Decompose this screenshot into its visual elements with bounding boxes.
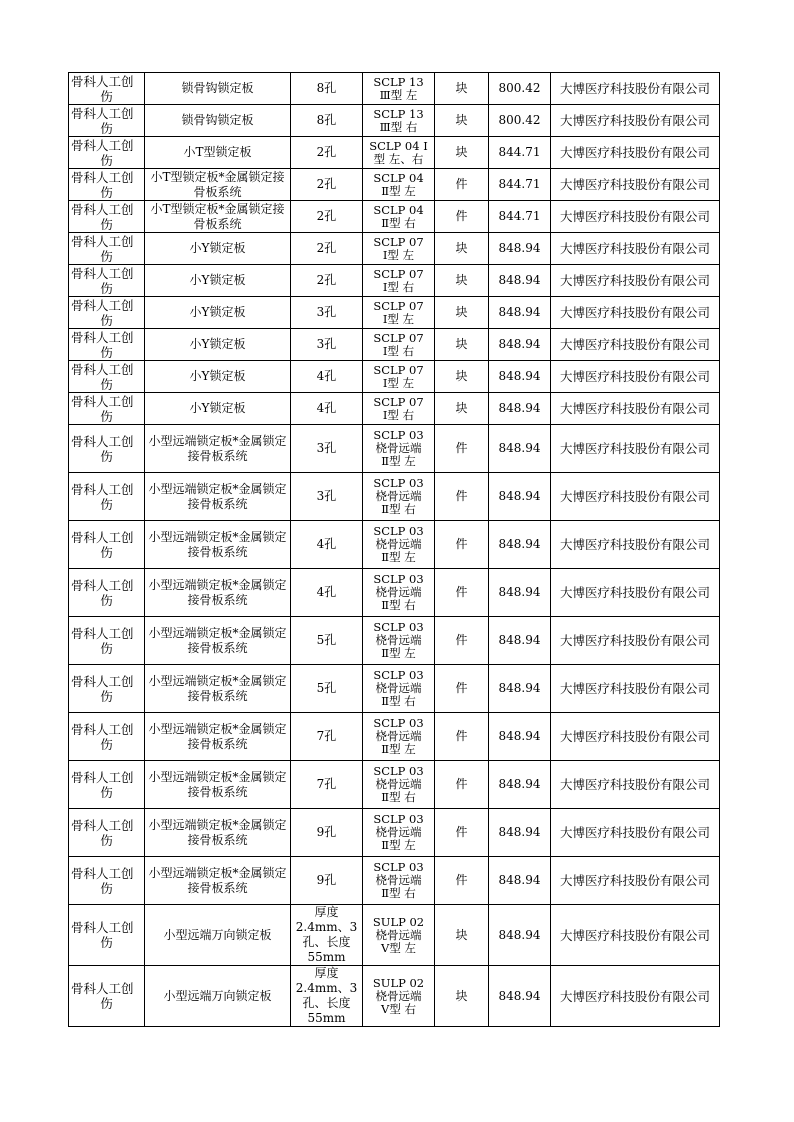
table-row	[69, 105, 720, 137]
table-row	[69, 201, 720, 233]
unit-cell: 块	[435, 966, 489, 1027]
cell-line: SCLP 04	[373, 170, 424, 185]
spec-cell: 2孔	[291, 137, 363, 169]
unit-cell: 块	[435, 361, 489, 393]
cell-line: 伤	[100, 640, 113, 656]
table-row	[69, 329, 720, 361]
spec-cell: 5孔	[291, 665, 363, 713]
price-cell: 848.94	[489, 297, 551, 329]
product-name-cell: 锁骨钩锁定板	[145, 73, 291, 105]
cell-line: Ⅴ型 左	[381, 940, 416, 955]
unit-cell: 块	[435, 905, 489, 966]
cell-line: SCLP 04	[373, 202, 424, 217]
cell-line: 伤	[100, 935, 113, 950]
product-name-cell: 小Y锁定板	[145, 361, 291, 393]
table-row	[69, 521, 720, 569]
unit-cell: 件	[435, 521, 489, 569]
cell-line: SCLP 13	[373, 106, 424, 121]
model-cell	[363, 361, 435, 393]
cell-line: 桡骨远端	[375, 729, 422, 743]
price-cell: 848.94	[489, 393, 551, 425]
cell-line: SCLP 07	[373, 298, 424, 313]
product-price-table	[68, 72, 720, 1027]
model-cell	[363, 329, 435, 361]
cell-line: 骨科人工创	[71, 297, 134, 313]
company-cell: 大博医疗科技股份有限公司	[551, 393, 720, 425]
cell-line: 桡骨远端	[375, 825, 422, 839]
cell-line: 桡骨远端	[375, 633, 422, 647]
table-row	[69, 169, 720, 201]
cell-line: 伤	[100, 152, 113, 168]
cell-line: SCLP 07	[373, 394, 424, 409]
cell-line: Ⅱ型 右	[381, 598, 416, 612]
price-cell: 844.71	[489, 201, 551, 233]
cell-line: SCLP 03	[373, 428, 424, 442]
product-name-cell: 小T型锁定板*金属锁定接骨板系统	[145, 201, 291, 233]
product-name-cell: 小型远端锁定板*金属锁定接骨板系统	[145, 569, 291, 617]
spec-cell: 8孔	[291, 73, 363, 105]
table-row	[69, 361, 720, 393]
cell-line: Ⅰ型 左	[382, 375, 415, 390]
cell-line: SCLP 13	[373, 74, 424, 89]
spec-cell: 3孔	[291, 297, 363, 329]
table-row	[69, 233, 720, 265]
unit-cell: 件	[435, 201, 489, 233]
spec-cell: 9孔	[291, 857, 363, 905]
category-cell	[69, 297, 145, 329]
cell-line: SCLP 03	[373, 716, 424, 730]
model-cell	[363, 73, 435, 105]
unit-cell: 件	[435, 665, 489, 713]
table-row	[69, 393, 720, 425]
price-cell: 848.94	[489, 361, 551, 393]
cell-line: 骨科人工创	[71, 865, 134, 881]
unit-cell: 件	[435, 473, 489, 521]
product-name-cell: 小T型锁定板*金属锁定接骨板系统	[145, 169, 291, 201]
cell-line: 骨科人工创	[71, 169, 134, 185]
cell-line: 桡骨远端	[375, 873, 422, 887]
table-row	[69, 713, 720, 761]
price-cell: 848.94	[489, 665, 551, 713]
company-cell: 大博医疗科技股份有限公司	[551, 169, 720, 201]
spec-cell: 4孔	[291, 361, 363, 393]
cell-line: 伤	[100, 996, 113, 1011]
model-cell	[363, 713, 435, 761]
spec-cell: 4孔	[291, 393, 363, 425]
category-cell	[69, 425, 145, 473]
cell-line: 骨科人工创	[71, 233, 134, 249]
product-name-cell: 小型远端锁定板*金属锁定接骨板系统	[145, 473, 291, 521]
category-cell	[69, 473, 145, 521]
product-name-cell: 小型远端锁定板*金属锁定接骨板系统	[145, 713, 291, 761]
cell-line: 伤	[100, 544, 113, 560]
price-cell: 848.94	[489, 569, 551, 617]
category-cell	[69, 73, 145, 105]
cell-line: SCLP 03	[373, 764, 424, 778]
spec-cell: 9孔	[291, 809, 363, 857]
cell-line: SCLP 03	[373, 524, 424, 538]
product-name-cell: 小型远端锁定板*金属锁定接骨板系统	[145, 521, 291, 569]
cell-line: Ⅱ型 左	[381, 838, 416, 852]
company-cell: 大博医疗科技股份有限公司	[551, 233, 720, 265]
cell-line: 骨科人工创	[71, 433, 134, 449]
company-cell: 大博医疗科技股份有限公司	[551, 569, 720, 617]
company-cell: 大博医疗科技股份有限公司	[551, 809, 720, 857]
company-cell: 大博医疗科技股份有限公司	[551, 665, 720, 713]
price-cell: 848.94	[489, 473, 551, 521]
company-cell: 大博医疗科技股份有限公司	[551, 137, 720, 169]
model-cell	[363, 233, 435, 265]
category-cell	[69, 393, 145, 425]
cell-line: 桡骨远端	[375, 585, 422, 599]
table-row	[69, 966, 720, 1027]
product-name-cell: 小型远端锁定板*金属锁定接骨板系统	[145, 857, 291, 905]
cell-line: Ⅰ型 左	[382, 311, 415, 326]
unit-cell: 件	[435, 713, 489, 761]
category-cell	[69, 966, 145, 1027]
product-name-cell: 小Y锁定板	[145, 265, 291, 297]
table-row	[69, 73, 720, 105]
cell-line: SCLP 07	[373, 266, 424, 281]
table-body	[69, 73, 720, 1027]
spec-cell: 8孔	[291, 105, 363, 137]
category-cell	[69, 905, 145, 966]
price-cell: 848.94	[489, 809, 551, 857]
cell-line: 伤	[100, 496, 113, 512]
cell-line: 伤	[100, 248, 113, 264]
unit-cell: 块	[435, 265, 489, 297]
price-cell: 848.94	[489, 265, 551, 297]
company-cell: 大博医疗科技股份有限公司	[551, 857, 720, 905]
category-cell	[69, 265, 145, 297]
cell-line: SCLP 07	[373, 330, 424, 345]
spec-cell: 厚度2.4mm、3孔、长度55mm	[291, 966, 363, 1027]
cell-line: 骨科人工创	[71, 920, 134, 935]
table-row	[69, 761, 720, 809]
model-cell	[363, 201, 435, 233]
model-cell	[363, 265, 435, 297]
unit-cell: 块	[435, 393, 489, 425]
product-name-cell: 小T型锁定板	[145, 137, 291, 169]
model-cell	[363, 137, 435, 169]
unit-cell: 件	[435, 569, 489, 617]
unit-cell: 件	[435, 617, 489, 665]
table-row	[69, 473, 720, 521]
spec-cell: 2孔	[291, 169, 363, 201]
cell-line: 伤	[100, 688, 113, 704]
cell-line: 伤	[100, 448, 113, 464]
price-cell: 848.94	[489, 425, 551, 473]
company-cell: 大博医疗科技股份有限公司	[551, 713, 720, 761]
cell-line: 型 左、右	[373, 151, 424, 166]
cell-line: Ⅱ型 左	[381, 742, 416, 756]
table-row	[69, 809, 720, 857]
cell-line: Ⅰ型 右	[382, 279, 415, 294]
spec-cell: 4孔	[291, 569, 363, 617]
product-name-cell: 小型远端锁定板*金属锁定接骨板系统	[145, 665, 291, 713]
company-cell: 大博医疗科技股份有限公司	[551, 265, 720, 297]
price-cell: 848.94	[489, 857, 551, 905]
product-name-cell: 小型远端万向锁定板	[145, 905, 291, 966]
model-cell	[363, 473, 435, 521]
cell-line: 骨科人工创	[71, 769, 134, 785]
company-cell: 大博医疗科技股份有限公司	[551, 201, 720, 233]
price-cell: 848.94	[489, 233, 551, 265]
spec-cell: 7孔	[291, 761, 363, 809]
cell-line: SCLP 07	[373, 234, 424, 249]
cell-line: 骨科人工创	[71, 201, 134, 217]
cell-line: SCLP 03	[373, 812, 424, 826]
cell-line: SCLP 03	[373, 860, 424, 874]
cell-line: Ⅴ型 右	[381, 1001, 416, 1016]
price-cell: 844.71	[489, 137, 551, 169]
spec-cell: 2孔	[291, 233, 363, 265]
company-cell: 大博医疗科技股份有限公司	[551, 425, 720, 473]
cell-line: Ⅱ型 右	[381, 886, 416, 900]
cell-line: 桡骨远端	[375, 681, 422, 695]
spec-cell: 3孔	[291, 425, 363, 473]
cell-line: 伤	[100, 344, 113, 360]
category-cell	[69, 137, 145, 169]
model-cell	[363, 425, 435, 473]
unit-cell: 块	[435, 105, 489, 137]
cell-line: 骨科人工创	[71, 329, 134, 345]
spec-cell: 5孔	[291, 617, 363, 665]
unit-cell: 块	[435, 329, 489, 361]
cell-line: 伤	[100, 736, 113, 752]
company-cell: 大博医疗科技股份有限公司	[551, 761, 720, 809]
model-cell	[363, 966, 435, 1027]
category-cell	[69, 809, 145, 857]
cell-line: 伤	[100, 784, 113, 800]
model-cell	[363, 169, 435, 201]
cell-line: Ⅰ型 右	[382, 407, 415, 422]
cell-line: 桡骨远端	[375, 537, 422, 551]
price-cell: 844.71	[489, 169, 551, 201]
company-cell: 大博医疗科技股份有限公司	[551, 105, 720, 137]
cell-line: 桡骨远端	[375, 988, 422, 1003]
model-cell	[363, 857, 435, 905]
company-cell: 大博医疗科技股份有限公司	[551, 617, 720, 665]
spec-cell: 2孔	[291, 265, 363, 297]
price-cell: 848.94	[489, 966, 551, 1027]
table-row	[69, 569, 720, 617]
product-name-cell: 小型远端万向锁定板	[145, 966, 291, 1027]
cell-line: SCLP 03	[373, 620, 424, 634]
table-row	[69, 297, 720, 329]
cell-line: 骨科人工创	[71, 817, 134, 833]
price-cell: 848.94	[489, 761, 551, 809]
unit-cell: 件	[435, 425, 489, 473]
company-cell: 大博医疗科技股份有限公司	[551, 361, 720, 393]
model-cell	[363, 761, 435, 809]
company-cell: 大博医疗科技股份有限公司	[551, 297, 720, 329]
model-cell	[363, 665, 435, 713]
cell-line: Ⅱ型 左	[381, 183, 416, 198]
category-cell	[69, 617, 145, 665]
category-cell	[69, 569, 145, 617]
category-cell	[69, 665, 145, 713]
cell-line: 骨科人工创	[71, 105, 134, 121]
cell-line: 骨科人工创	[71, 981, 134, 996]
cell-line: Ⅱ型 右	[381, 694, 416, 708]
cell-line: 伤	[100, 184, 113, 200]
spec-cell: 厚度2.4mm、3孔、长度55mm	[291, 905, 363, 966]
category-cell	[69, 233, 145, 265]
cell-line: 骨科人工创	[71, 393, 134, 409]
price-cell: 800.42	[489, 73, 551, 105]
unit-cell: 块	[435, 137, 489, 169]
unit-cell: 块	[435, 297, 489, 329]
price-cell: 848.94	[489, 905, 551, 966]
price-cell: 848.94	[489, 521, 551, 569]
table-row	[69, 137, 720, 169]
cell-line: Ⅰ型 右	[382, 343, 415, 358]
category-cell	[69, 361, 145, 393]
product-name-cell: 小Y锁定板	[145, 329, 291, 361]
product-name-cell: 小型远端锁定板*金属锁定接骨板系统	[145, 425, 291, 473]
cell-line: 伤	[100, 216, 113, 232]
model-cell	[363, 569, 435, 617]
price-cell: 800.42	[489, 105, 551, 137]
cell-line: Ⅲ型 右	[379, 119, 418, 134]
category-cell	[69, 105, 145, 137]
unit-cell: 块	[435, 233, 489, 265]
table-row	[69, 265, 720, 297]
cell-line: 骨科人工创	[71, 361, 134, 377]
cell-line: 伤	[100, 832, 113, 848]
table-row	[69, 425, 720, 473]
cell-line: 骨科人工创	[71, 137, 134, 153]
model-cell	[363, 809, 435, 857]
cell-line: Ⅱ型 右	[381, 502, 416, 516]
spec-cell: 2孔	[291, 201, 363, 233]
product-name-cell: 小Y锁定板	[145, 393, 291, 425]
company-cell: 大博医疗科技股份有限公司	[551, 521, 720, 569]
cell-line: Ⅲ型 左	[379, 87, 418, 102]
model-cell	[363, 617, 435, 665]
company-cell: 大博医疗科技股份有限公司	[551, 905, 720, 966]
unit-cell: 件	[435, 857, 489, 905]
cell-line: 骨科人工创	[71, 625, 134, 641]
cell-line: 伤	[100, 880, 113, 896]
product-name-cell: 锁骨钩锁定板	[145, 105, 291, 137]
cell-line: Ⅱ型 左	[381, 454, 416, 468]
cell-line: 伤	[100, 376, 113, 392]
product-name-cell: 小Y锁定板	[145, 297, 291, 329]
model-cell	[363, 393, 435, 425]
model-cell	[363, 521, 435, 569]
unit-cell: 件	[435, 761, 489, 809]
product-name-cell: 小Y锁定板	[145, 233, 291, 265]
cell-line: Ⅱ型 右	[381, 215, 416, 230]
cell-line: 骨科人工创	[71, 265, 134, 281]
company-cell: 大博医疗科技股份有限公司	[551, 473, 720, 521]
cell-line: 骨科人工创	[71, 529, 134, 545]
category-cell	[69, 521, 145, 569]
cell-line: SCLP 03	[373, 476, 424, 490]
table-row	[69, 905, 720, 966]
cell-line: SULP 02	[372, 975, 425, 990]
model-cell	[363, 905, 435, 966]
cell-line: 骨科人工创	[71, 577, 134, 593]
table-row	[69, 857, 720, 905]
spec-cell: 7孔	[291, 713, 363, 761]
cell-line: 桡骨远端	[375, 777, 422, 791]
cell-line: 伤	[100, 312, 113, 328]
company-cell: 大博医疗科技股份有限公司	[551, 73, 720, 105]
product-name-cell: 小型远端锁定板*金属锁定接骨板系统	[145, 809, 291, 857]
unit-cell: 件	[435, 809, 489, 857]
cell-line: Ⅰ型 左	[382, 247, 415, 262]
cell-line: 伤	[100, 408, 113, 424]
cell-line: SULP 02	[372, 914, 425, 929]
table-row	[69, 617, 720, 665]
spec-cell: 3孔	[291, 473, 363, 521]
cell-line: Ⅱ型 左	[381, 646, 416, 660]
cell-line: 骨科人工创	[71, 481, 134, 497]
product-name-cell: 小型远端锁定板*金属锁定接骨板系统	[145, 617, 291, 665]
cell-line: 骨科人工创	[71, 721, 134, 737]
category-cell	[69, 169, 145, 201]
unit-cell: 块	[435, 73, 489, 105]
cell-line: 桡骨远端	[375, 489, 422, 503]
cell-line: Ⅱ型 右	[381, 790, 416, 804]
cell-line: 伤	[100, 592, 113, 608]
company-cell: 大博医疗科技股份有限公司	[551, 966, 720, 1027]
category-cell	[69, 857, 145, 905]
cell-line: 伤	[100, 88, 113, 104]
category-cell	[69, 713, 145, 761]
unit-cell: 件	[435, 169, 489, 201]
cell-line: 骨科人工创	[71, 673, 134, 689]
model-cell	[363, 297, 435, 329]
cell-line: 桡骨远端	[375, 441, 422, 455]
model-cell	[363, 105, 435, 137]
product-name-cell: 小型远端锁定板*金属锁定接骨板系统	[145, 761, 291, 809]
spec-cell: 3孔	[291, 329, 363, 361]
cell-line: 伤	[100, 120, 113, 136]
category-cell	[69, 761, 145, 809]
cell-line: 伤	[100, 280, 113, 296]
cell-line: SCLP 03	[373, 572, 424, 586]
cell-line: SCLP 07	[373, 362, 424, 377]
price-cell: 848.94	[489, 329, 551, 361]
spec-cell: 4孔	[291, 521, 363, 569]
cell-line: 骨科人工创	[71, 73, 134, 89]
price-cell: 848.94	[489, 617, 551, 665]
cell-line: SCLP 04 Ⅰ	[369, 138, 428, 153]
table-row	[69, 665, 720, 713]
cell-line: Ⅱ型 左	[381, 550, 416, 564]
category-cell	[69, 201, 145, 233]
category-cell	[69, 329, 145, 361]
price-cell: 848.94	[489, 713, 551, 761]
cell-line: 桡骨远端	[375, 927, 422, 942]
company-cell: 大博医疗科技股份有限公司	[551, 329, 720, 361]
cell-line: SCLP 03	[373, 668, 424, 682]
